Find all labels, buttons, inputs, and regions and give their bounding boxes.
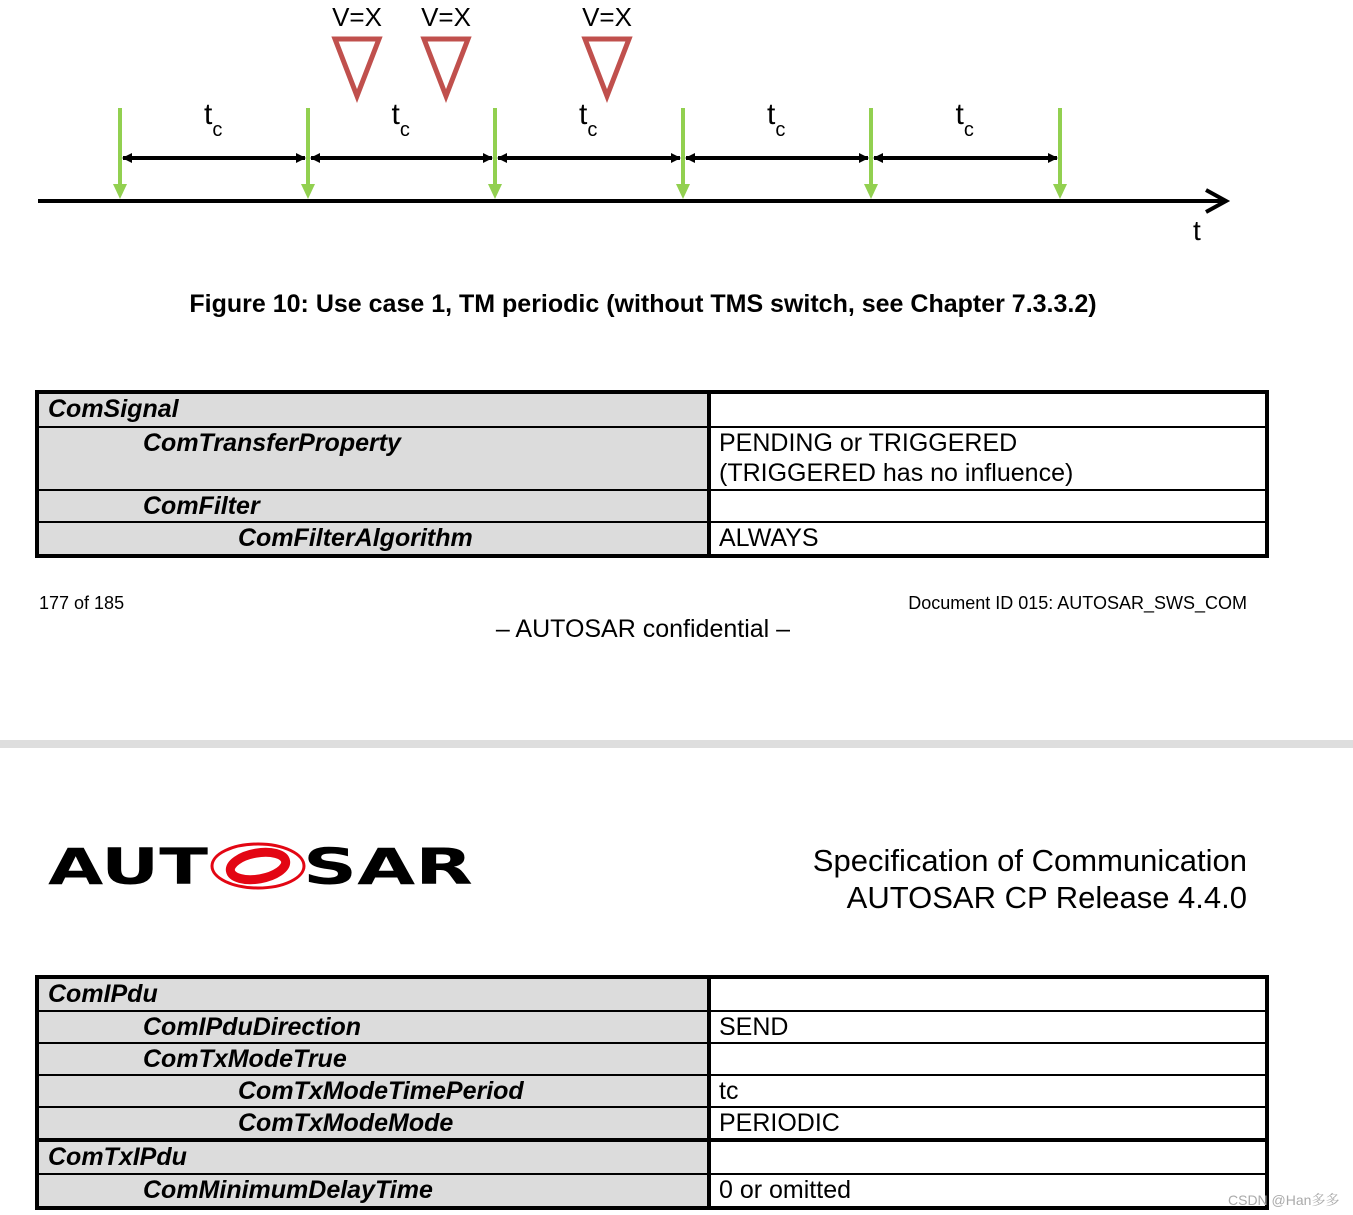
param-value bbox=[707, 1175, 1265, 1206]
table-row bbox=[39, 1138, 1265, 1173]
param-name: ComTxModeTrue bbox=[39, 1044, 707, 1074]
table-row bbox=[39, 1106, 1265, 1138]
svg-text:SAR: SAR bbox=[303, 838, 473, 896]
table-row bbox=[39, 1173, 1265, 1206]
spec-title: Specification of Communication bbox=[812, 843, 1247, 878]
param-value bbox=[707, 491, 1265, 521]
param-value-text: PERIODIC bbox=[719, 1109, 840, 1137]
sample-tick-arrow bbox=[1053, 184, 1067, 199]
param-value bbox=[707, 523, 1265, 554]
page-number: 177 of 185 bbox=[39, 593, 125, 613]
table-row bbox=[39, 489, 1265, 521]
document-id: Document ID 015: AUTOSAR_SWS_COM bbox=[908, 593, 1247, 613]
param-name: ComMinimumDelayTime bbox=[39, 1175, 707, 1206]
svg-text:AUT: AUT bbox=[48, 838, 208, 896]
autosar-logo bbox=[48, 838, 478, 898]
confidential-label: – AUTOSAR confidential – bbox=[495, 615, 791, 643]
period-label: $t_c$ bbox=[204, 98, 223, 141]
param-value-text: 0 or omitted bbox=[719, 1176, 852, 1204]
page-separator bbox=[0, 740, 1353, 748]
param-value bbox=[707, 1142, 1265, 1173]
period-label: $t_c$ bbox=[391, 98, 410, 141]
table-row bbox=[39, 1010, 1265, 1042]
value-event-label: V=X bbox=[421, 2, 471, 32]
param-value bbox=[707, 1076, 1265, 1106]
param-value-text: SEND bbox=[719, 1013, 789, 1041]
value-event-label: V=X bbox=[582, 2, 632, 32]
param-name: ComTxModeMode bbox=[39, 1108, 707, 1138]
sample-tick-arrow bbox=[301, 184, 315, 199]
table-row bbox=[39, 521, 1265, 554]
table-row bbox=[39, 426, 1265, 489]
spec-release: AUTOSAR CP Release 4.4.0 bbox=[846, 880, 1247, 915]
table-row bbox=[39, 394, 1265, 426]
param-name: ComIPdu bbox=[39, 979, 707, 1010]
table-row bbox=[39, 1042, 1265, 1074]
period-label: $t_c$ bbox=[579, 98, 598, 141]
param-name: ComTransferProperty bbox=[39, 428, 707, 489]
param-name: ComTxIPdu bbox=[39, 1142, 707, 1173]
param-name: ComFilter bbox=[39, 491, 707, 521]
sample-tick-arrow bbox=[488, 184, 502, 199]
period-label: $t_c$ bbox=[955, 98, 974, 141]
sample-tick-arrow bbox=[113, 184, 127, 199]
value-event-marker bbox=[585, 39, 629, 96]
param-value bbox=[707, 1108, 1265, 1138]
param-value bbox=[707, 1012, 1265, 1042]
spec-header bbox=[813, 842, 1247, 916]
value-event-label: V=X bbox=[332, 2, 382, 32]
timing-diagram bbox=[0, 0, 1353, 260]
param-value-text: tc bbox=[719, 1077, 739, 1105]
table-row bbox=[39, 1074, 1265, 1106]
period-label: $t_c$ bbox=[767, 98, 786, 141]
param-value-text: (TRIGGERED has no influence) bbox=[719, 459, 1074, 487]
sample-tick-arrow bbox=[676, 184, 690, 199]
watermark: CSDN @Han多多 bbox=[1228, 1192, 1340, 1208]
param-value-text: ALWAYS bbox=[719, 524, 819, 552]
param-name: ComTxModeTimePeriod bbox=[39, 1076, 707, 1106]
config-table-ipdu bbox=[35, 975, 1269, 1210]
param-value bbox=[707, 1044, 1265, 1074]
value-event-marker bbox=[424, 39, 468, 96]
param-value-text: PENDING or TRIGGERED bbox=[719, 429, 1018, 457]
param-value bbox=[707, 979, 1265, 1010]
param-value bbox=[707, 428, 1265, 489]
table-row bbox=[39, 979, 1265, 1010]
figure-caption: Figure 10: Use case 1, TM periodic (without TMS switch, see Chapter 7.3.3.2) bbox=[189, 290, 1097, 318]
param-name: ComIPduDirection bbox=[39, 1012, 707, 1042]
param-name: ComSignal bbox=[39, 394, 707, 426]
time-axis-label: t bbox=[1193, 215, 1201, 246]
value-event-marker bbox=[335, 39, 379, 96]
param-value bbox=[707, 394, 1265, 426]
param-name: ComFilterAlgorithm bbox=[39, 523, 707, 554]
config-table-signal bbox=[35, 390, 1269, 558]
sample-tick-arrow bbox=[864, 184, 878, 199]
